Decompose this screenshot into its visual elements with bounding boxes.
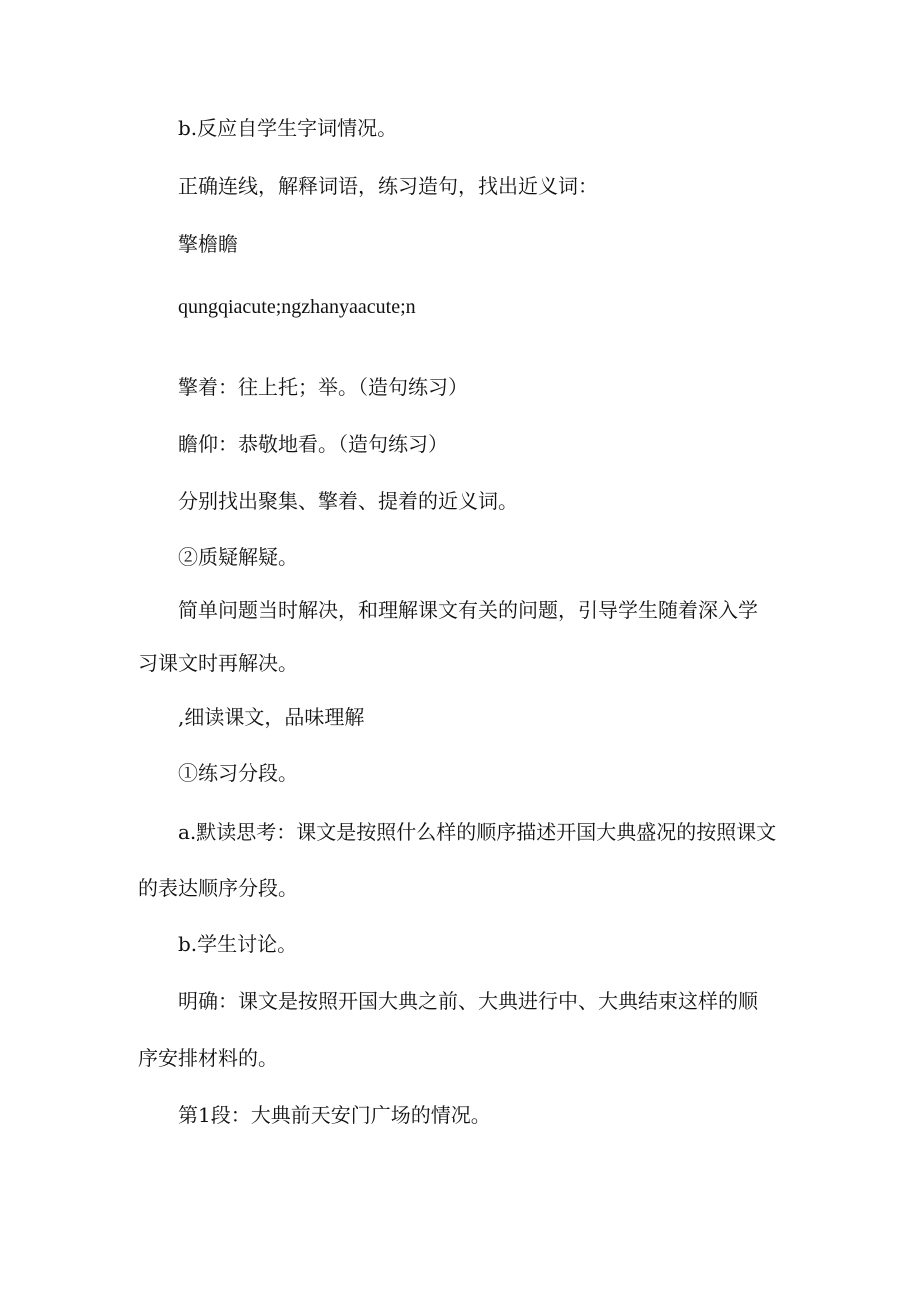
text-line: 正确连线，解释词语，练习造句，找出近义词： — [178, 174, 598, 198]
text-line: 的表达顺序分段。 — [138, 876, 298, 900]
text-line: 第1段：大典前天安门广场的情况。 — [178, 1103, 491, 1127]
text-line: 分别找出聚集、擎着、提着的近义词。 — [178, 489, 518, 513]
text-line: 擎檐瞻 — [178, 232, 238, 256]
text-line: ①练习分段。 — [178, 761, 298, 785]
text-line: qungqiacute;ngzhanyaacute;n — [178, 296, 416, 318]
text-line: 序安排材料的。 — [138, 1046, 278, 1070]
text-line: b.反应自学生字词情况。 — [178, 116, 398, 140]
text-line: ②质疑解疑。 — [178, 545, 298, 569]
text-line: 擎着：往上托；举。（造句练习） — [178, 375, 468, 399]
text-line: 瞻仰：恭敬地看。（造句练习） — [178, 432, 448, 456]
text-line: ,细读课文，品味理解 — [178, 705, 365, 729]
text-line: b.学生讨论。 — [178, 932, 298, 956]
text-line: 习课文时再解决。 — [138, 651, 298, 675]
text-line: 明确：课文是按照开国大典之前、大典进行中、大典结束这样的顺 — [178, 989, 758, 1013]
text-line: a.默读思考：课文是按照什么样的顺序描述开国大典盛况的按照课文 — [178, 820, 777, 844]
text-line: 简单问题当时解决，和理解课文有关的问题，引导学生随着深入学 — [178, 598, 758, 622]
